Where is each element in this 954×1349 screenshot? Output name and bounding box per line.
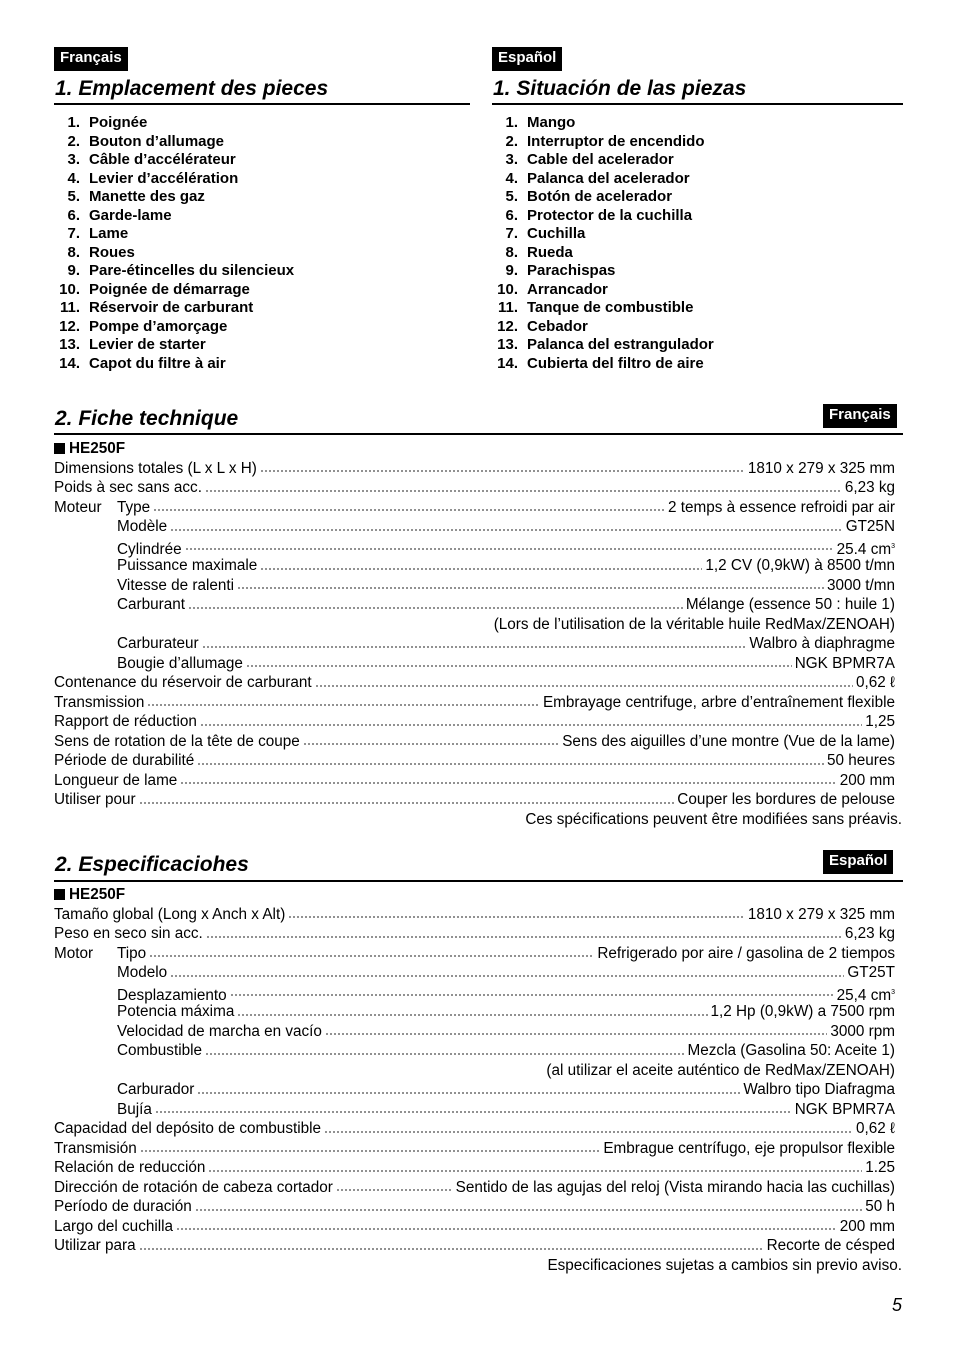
spec-value-text: 3000 t/mn [826, 576, 895, 594]
parts-title-fr: 1. Emplacement des pieces [55, 77, 329, 100]
spec-row [54, 1197, 895, 1217]
spec-value [603, 1139, 895, 1159]
list-item [490, 207, 870, 226]
spec-value [865, 1197, 895, 1217]
item-number: 12. [497, 317, 518, 335]
item-number: 1. [67, 114, 80, 131]
item-label: Lame [89, 225, 129, 242]
item-label: Levier de starter [89, 336, 206, 353]
spec-row [54, 963, 895, 983]
item-label: Arrancador [527, 280, 608, 298]
item-number: 8. [67, 243, 80, 261]
item-label: Bouton d’allumage [89, 132, 224, 150]
spec-row [54, 1119, 895, 1139]
spec-value [795, 1100, 895, 1120]
unit-superscript: 3 [891, 988, 895, 996]
spec-value [688, 1041, 895, 1061]
dot-leader [149, 955, 594, 957]
spec-row [54, 905, 895, 925]
item-label: Câble d’accélérateur [89, 151, 236, 168]
dot-leader [324, 1131, 853, 1133]
lang-badge-fr: Français [54, 47, 128, 71]
spec-value [846, 517, 895, 537]
spec-value [830, 1022, 895, 1042]
spec-value [840, 1217, 895, 1237]
dot-leader [176, 1228, 837, 1230]
list-item [490, 151, 870, 170]
spec-label: Dimensions totales (L x L x H) [54, 459, 257, 477]
dot-leader [180, 782, 836, 784]
list-item [490, 262, 870, 281]
list-item [490, 114, 870, 133]
item-number: 9. [67, 262, 80, 279]
spec-label: Modèle [117, 518, 168, 535]
spec-lang-badge-es: Español [823, 850, 893, 874]
spec-label: Tamaño global (Long x Anch x Alt) [54, 905, 286, 923]
spec-value-text: NGK BPMR7A [794, 654, 895, 672]
unit-superscript: 3 [891, 542, 895, 550]
dot-leader [208, 1170, 862, 1172]
item-number: 6. [505, 206, 518, 224]
spec-value [677, 790, 895, 810]
spec-row [54, 478, 895, 498]
spec-label: Transmisión [54, 1139, 137, 1157]
item-label: Capot du filtre à air [89, 354, 226, 372]
item-label: Garde-lame [89, 206, 172, 224]
spec-row [54, 517, 895, 537]
item-number: 11. [59, 299, 80, 316]
spec-value [827, 751, 895, 771]
spec-value [845, 478, 895, 498]
list-item [52, 170, 432, 189]
item-number: 7. [505, 225, 518, 242]
spec-value-text: Sens des aiguilles d’une montre (Vue de la lame) [562, 732, 895, 750]
dot-leader [195, 1209, 862, 1211]
list-item [52, 355, 432, 374]
spec-label: Bujía [117, 1100, 152, 1118]
item-number: 10. [497, 280, 518, 298]
spec-row [54, 673, 895, 693]
dot-leader [315, 685, 853, 687]
dot-leader [170, 975, 844, 977]
dot-leader [230, 994, 834, 996]
parts-title-es: 1. Situación de las piezas [493, 77, 747, 100]
parts-list-es [490, 114, 870, 373]
list-item [490, 318, 870, 337]
spec-note-es: Especificaciones sujetas a cambios sin previo aviso. [547, 1256, 902, 1274]
spec-label: Vitesse de ralenti [117, 576, 235, 594]
spec-value-text: NGK BPMR7A [794, 1100, 895, 1118]
spec-label: Type [117, 498, 151, 516]
list-item [52, 114, 432, 133]
dot-leader [325, 1033, 827, 1035]
item-label: Poignée de démarrage [89, 280, 250, 298]
dot-leader [288, 916, 745, 918]
spec-value-text: 1810 x 279 x 325 mm [747, 905, 895, 923]
item-label: Palanca del estrangulador [527, 336, 714, 353]
spec-row [54, 1100, 895, 1120]
list-item [490, 170, 870, 189]
spec-label: Période de durabilité [54, 752, 195, 769]
spec-value-text: Mezcla (Gasolina 50: Aceite 1) [687, 1042, 895, 1059]
spec-value-text: Embrague centrífugo, eje propulsor flexible [603, 1139, 895, 1157]
spec-row [54, 944, 895, 964]
dot-leader [197, 1092, 740, 1094]
spec-label: Potencia máxima [117, 1003, 235, 1020]
spec-value-text: 2 temps à essence refroidi par air [667, 498, 895, 516]
square-bullet-icon [54, 889, 65, 900]
item-number: 13. [497, 336, 518, 353]
spec-lang-badge-fr: Français [823, 404, 897, 428]
list-item [490, 281, 870, 300]
list-item [52, 336, 432, 355]
spec-value [845, 924, 895, 944]
dot-leader [205, 1053, 685, 1055]
spec-row-continuation [54, 1061, 895, 1081]
spec-title-fr: 2. Fiche technique [55, 407, 239, 430]
dot-leader [153, 509, 665, 511]
spec-value [597, 944, 895, 964]
spec-label: Bougie d’allumage [117, 654, 243, 672]
item-number: 14. [59, 354, 80, 372]
spec-value-text: 200 mm [839, 1217, 895, 1235]
spec-value-text: Walbro à diaphragme [749, 635, 895, 652]
spec-rows-fr [54, 459, 895, 810]
spec-value [711, 1002, 896, 1022]
spec-row [54, 654, 895, 674]
spec-value: (Lors de l’utilisation de la véritable huile RedMax/ZENOAH) [493, 615, 895, 633]
spec-row [54, 1139, 895, 1159]
dot-leader [147, 704, 540, 706]
dot-leader [237, 587, 824, 589]
item-number: 11. [497, 299, 518, 316]
item-label: Roues [89, 243, 135, 261]
spec-row [54, 1080, 895, 1100]
spec-value [840, 771, 895, 791]
spec-value-text: 25.4 cm [836, 540, 892, 558]
spec-label: Sens de rotation de la tête de coupe [54, 732, 300, 750]
spec-value-text: 6,23 kg [844, 479, 895, 496]
item-label: Tanque de combustible [527, 299, 694, 316]
spec-label: Capacidad del depósito de combustible [54, 1120, 322, 1137]
spec-row [54, 498, 895, 518]
spec-value-text: Refrigerado por aire / gasolina de 2 tiempos [597, 944, 895, 962]
dot-leader [246, 665, 792, 667]
dot-leader [336, 1189, 453, 1191]
spec-value-text: 1.25 [865, 1159, 895, 1176]
spec-label: Modelo [117, 964, 168, 981]
item-number: 2. [67, 132, 80, 150]
spec-value-text: Sentido de las agujas del reloj (Vista mirando hacia las cuchillas) [455, 1178, 895, 1196]
dot-leader [188, 607, 683, 609]
spec-value [856, 673, 895, 693]
model-label: HE250F [54, 885, 895, 905]
spec-value-text: 0,62 ℓ [856, 674, 895, 691]
spec-value [686, 595, 895, 615]
item-number: 6. [67, 206, 80, 224]
spec-value-text: 0,62 ℓ [856, 1120, 895, 1137]
spec-label: Poids à sec sans acc. [54, 479, 202, 496]
spec-value [748, 905, 895, 925]
spec-value [705, 556, 895, 576]
spec-value-text: 1,2 Hp (0,9kW) a 7500 rpm [710, 1003, 895, 1020]
dot-leader [139, 1248, 764, 1250]
spec-title-es: 2. Especificaciohes [55, 853, 249, 876]
list-item [490, 188, 870, 207]
model-label: HE250F [54, 439, 895, 459]
item-label: Cuchilla [527, 225, 586, 242]
spec-row [54, 576, 895, 596]
list-item [490, 336, 870, 355]
lang-badge-es: Español [492, 47, 562, 71]
spec-row [54, 924, 895, 944]
spec-value-text: 6,23 kg [844, 925, 895, 942]
dot-leader [260, 470, 745, 472]
item-number: 3. [505, 151, 518, 168]
item-number: 10. [59, 280, 80, 298]
spec-value-text: GT25T [847, 964, 895, 981]
spec-value [749, 634, 895, 654]
spec-value [668, 498, 895, 518]
spec-label: Dirección de rotación de cabeza cortador [54, 1178, 333, 1196]
spec-label: Carburateur [117, 635, 199, 652]
spec-row [54, 1236, 895, 1256]
dot-leader [206, 936, 842, 938]
item-number: 9. [505, 262, 518, 279]
list-item [52, 133, 432, 152]
item-number: 14. [497, 354, 518, 372]
list-item [52, 207, 432, 226]
item-label: Réservoir de carburant [89, 299, 254, 316]
spec-value [748, 459, 895, 479]
spec-row [54, 771, 895, 791]
spec-value [562, 732, 895, 752]
spec-label: Utilizar para [54, 1237, 136, 1254]
spec-label: Peso en seco sin acc. [54, 925, 203, 942]
list-item [490, 225, 870, 244]
spec-rule-es [54, 880, 903, 882]
item-label: Manette des gaz [89, 188, 205, 205]
item-label: Pare-étincelles du silencieux [89, 262, 295, 279]
spec-label: Cylindrée [117, 540, 182, 558]
spec-table-es [54, 885, 902, 1275]
dot-leader [139, 802, 675, 804]
item-number: 13. [59, 336, 80, 353]
item-label: Botón de acelerador [527, 188, 673, 205]
spec-value [856, 1119, 895, 1139]
spec-row [54, 712, 895, 732]
item-number: 4. [505, 169, 518, 187]
dot-leader [303, 743, 559, 745]
spec-label: Rapport de réduction [54, 713, 197, 730]
list-item [52, 281, 432, 300]
spec-row [54, 1041, 895, 1061]
spec-value-text: 3000 rpm [830, 1022, 895, 1040]
spec-value [543, 693, 895, 713]
spec-value [456, 1178, 895, 1198]
item-number: 1. [505, 114, 518, 131]
spec-value: (al utilizar el aceite auténtico de RedMax/ZENOAH) [546, 1061, 895, 1079]
spec-value [795, 654, 895, 674]
list-item [52, 262, 432, 281]
spec-rule-fr [54, 433, 903, 435]
spec-row [54, 751, 895, 771]
dot-leader [185, 548, 834, 550]
list-item [52, 244, 432, 263]
item-number: 8. [505, 243, 518, 261]
spec-row [54, 1178, 895, 1198]
dot-leader [205, 490, 842, 492]
spec-row [54, 634, 895, 654]
item-label: Cubierta del filtro de aire [527, 354, 704, 372]
spec-value-text: 50 h [865, 1198, 895, 1215]
item-label: Mango [527, 114, 576, 131]
list-item [52, 225, 432, 244]
item-number: 7. [67, 225, 80, 242]
spec-label: Carburador [117, 1081, 195, 1098]
item-label: Palanca del acelerador [527, 169, 690, 187]
spec-label: Carburant [117, 596, 186, 613]
spec-row [54, 732, 895, 752]
spec-value-text: 200 mm [839, 771, 895, 789]
spec-value-text: Couper les bordures de pelouse [677, 791, 895, 808]
item-number: 5. [67, 188, 80, 205]
spec-group: Motor [54, 944, 94, 962]
spec-row [54, 1022, 895, 1042]
spec-label: Transmission [54, 693, 145, 711]
spec-value-text: 1810 x 279 x 325 mm [747, 459, 895, 477]
list-item [52, 318, 432, 337]
spec-label: Puissance maximale [117, 557, 258, 574]
item-label: Interruptor de encendido [527, 132, 705, 150]
spec-label: Velocidad de marcha en vacío [117, 1022, 322, 1040]
spec-label: Período de duración [54, 1198, 192, 1215]
spec-label: Desplazamiento [117, 986, 227, 1004]
dot-leader [200, 724, 862, 726]
list-item [490, 244, 870, 263]
spec-value-text: 1,25 [865, 713, 895, 730]
spec-value [767, 1236, 895, 1256]
spec-label: Contenance du réservoir de carburant [54, 674, 312, 691]
dot-leader [170, 529, 843, 531]
spec-label: Utiliser pour [54, 791, 136, 808]
item-number: 2. [505, 132, 518, 150]
spec-row [54, 556, 895, 576]
parts-list-fr [52, 114, 432, 373]
spec-table-fr [54, 439, 902, 829]
spec-row [54, 1217, 895, 1237]
spec-value-text: Mélange (essence 50 : huile 1) [685, 596, 895, 613]
spec-value-text: Walbro tipo Diafragma [743, 1081, 895, 1098]
parts-rule-es [492, 103, 903, 105]
item-number: 4. [67, 169, 80, 187]
spec-row [54, 1158, 895, 1178]
list-item [52, 188, 432, 207]
dot-leader [237, 1014, 707, 1016]
item-label: Parachispas [527, 262, 616, 279]
item-label: Cebador [527, 317, 588, 335]
dot-leader [260, 568, 702, 570]
spec-value-text: 25,4 cm [836, 986, 892, 1004]
spec-value [827, 576, 895, 596]
square-bullet-icon [54, 443, 65, 454]
spec-value-text: 1,2 CV (0,9kW) à 8500 t/mn [705, 557, 895, 574]
item-label: Levier d’accélération [89, 169, 239, 187]
spec-value-text: 50 heures [826, 752, 895, 769]
page-number: 5 [891, 1295, 902, 1315]
list-item [490, 299, 870, 318]
parts-rule-fr [54, 103, 470, 105]
spec-row [54, 1002, 895, 1022]
spec-row [54, 459, 895, 479]
item-label: Poignée [89, 114, 148, 131]
dot-leader [140, 1150, 601, 1152]
list-item [490, 133, 870, 152]
spec-label: Largo del cuchilla [54, 1217, 174, 1235]
spec-label: Combustible [117, 1042, 203, 1059]
dot-leader [202, 646, 747, 648]
spec-value [847, 963, 895, 983]
spec-row [54, 693, 895, 713]
spec-row-continuation [54, 615, 895, 635]
item-label: Cable del acelerador [527, 151, 674, 168]
spec-group: Moteur [54, 498, 102, 516]
spec-note-fr: Ces spécifications peuvent être modifiées sans préavis. [525, 810, 902, 828]
item-number: 12. [59, 317, 80, 335]
spec-value [865, 712, 895, 732]
item-label: Rueda [527, 243, 573, 261]
spec-row [54, 537, 895, 557]
item-label: Pompe d’amorçage [89, 317, 228, 335]
item-label: Protector de la cuchilla [527, 206, 693, 224]
item-number: 3. [67, 151, 80, 168]
dot-leader [197, 763, 824, 765]
spec-label: Longueur de lame [54, 771, 178, 789]
spec-label: Relación de reducción [54, 1159, 206, 1176]
list-item [490, 355, 870, 374]
spec-row [54, 790, 895, 810]
spec-value [743, 1080, 895, 1100]
dot-leader [155, 1111, 792, 1113]
spec-value-text: Recorte de césped [766, 1237, 895, 1254]
spec-value-text: GT25N [845, 518, 895, 535]
spec-rows-es [54, 905, 895, 1256]
spec-label: Tipo [117, 944, 147, 962]
spec-value [865, 1158, 895, 1178]
list-item [52, 151, 432, 170]
spec-value-text: Embrayage centrifuge, arbre d’entraînement flexible [542, 693, 895, 711]
spec-row [54, 595, 895, 615]
spec-row [54, 983, 895, 1003]
list-item [52, 299, 432, 318]
item-number: 5. [505, 188, 518, 205]
